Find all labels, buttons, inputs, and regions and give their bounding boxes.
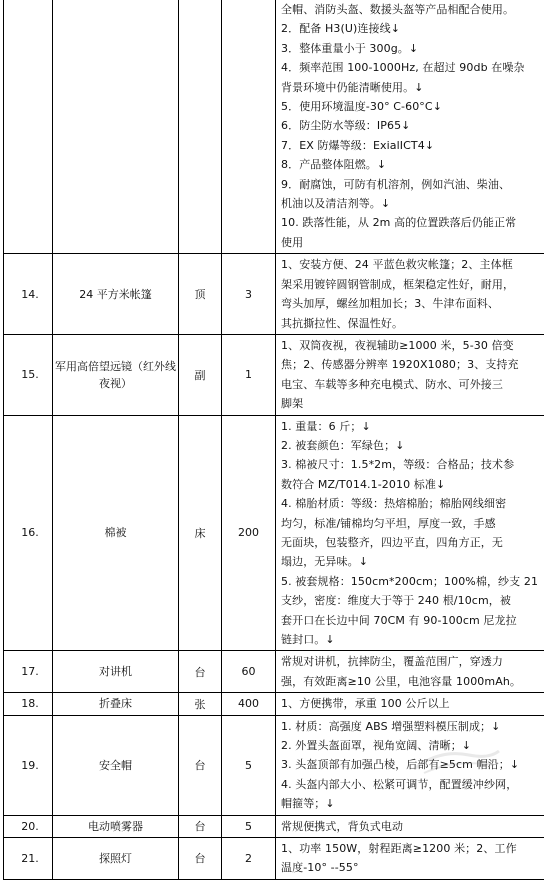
- spec-line: 3. 头盔顶部有加强凸棱，后部有≥5cm 帽沿；↓: [281, 755, 544, 774]
- spec-line: 温度-10° --55°: [281, 858, 544, 877]
- row-number: [4, 0, 53, 254]
- item-spec: [276, 0, 544, 254]
- item-name: 军用高倍望远镜（红外线夜视）: [53, 334, 179, 415]
- spec-line: 弯头加厚，螺丝加粗加长；3、牛津布面料、: [281, 294, 544, 313]
- item-unit: [179, 0, 222, 254]
- item-quantity: 3: [222, 254, 276, 335]
- spec-line: 帽箍等；↓: [281, 794, 544, 813]
- spec-line: 套开口在长边中间 70CM 有 90-100cm 尼龙拉: [281, 611, 544, 630]
- table-row: [4, 651, 544, 693]
- spec-line: 5．使用环境温度-30° C-60°C↓: [281, 97, 544, 116]
- item-spec: [276, 693, 544, 715]
- item-spec: [276, 651, 544, 693]
- spec-line: 1、功率 150W，射程距离≥1200 米；2、工作: [281, 839, 544, 858]
- item-spec: [276, 254, 544, 335]
- item-name: 探照灯: [53, 838, 179, 880]
- spec-line: 1、方便携带，承重 100 公斤以上: [281, 694, 544, 713]
- spec-line: 强，有效距离≥10 公里，电池容量 1000mAh。: [281, 672, 544, 691]
- item-unit: 台: [179, 651, 222, 693]
- item-quantity: 60: [222, 651, 276, 693]
- item-quantity: [222, 0, 276, 254]
- item-quantity: 2: [222, 838, 276, 880]
- spec-line: 4．频率范围 100-1000Hz, 在超过 90db 在噪杂: [281, 58, 544, 77]
- row-number: 20.: [4, 815, 53, 837]
- spec-line: 焦；2、传感器分辨率 1920X1080；3、支持充: [281, 355, 544, 374]
- spec-line: 10. 跌落性能，从 2m 高的位置跌落后仍能正常: [281, 213, 544, 232]
- item-spec: [276, 715, 544, 815]
- table-row: [4, 334, 544, 415]
- spec-line: 使用: [281, 233, 544, 252]
- row-number: 15.: [4, 334, 53, 415]
- item-quantity: 5: [222, 815, 276, 837]
- spec-line: 3. 棉被尺寸：1.5*2m，等级：合格品；技术参: [281, 455, 544, 474]
- spec-line: 电宝、车载等多种充电模式、防水、可外接三: [281, 375, 544, 394]
- spec-line: 常规对讲机，抗摔防尘，覆盖范围广，穿透力: [281, 652, 544, 671]
- spec-line: 支纱，密度：维度大于等于 240 根/10cm，被: [281, 591, 544, 610]
- row-number: 16.: [4, 415, 53, 651]
- spec-line: 均匀，标准/铺棉均匀平坦，厚度一致，手感: [281, 514, 544, 533]
- item-spec: [276, 815, 544, 837]
- spec-line: 3．整体重量小于 300g。↓: [281, 39, 544, 58]
- row-number: 17.: [4, 651, 53, 693]
- spec-line: 常规便携式，背负式电动: [281, 817, 544, 836]
- item-unit: 副: [179, 334, 222, 415]
- item-unit: 台: [179, 838, 222, 880]
- item-spec: [276, 415, 544, 651]
- item-name: 棉被: [53, 415, 179, 651]
- item-name: 24 平方米帐篷: [53, 254, 179, 335]
- spec-line: 其抗撕拉性、保温性好。: [281, 314, 544, 333]
- spec-line: 4. 头盔内部大小、松紧可调节，配置缓冲纱网，: [281, 775, 544, 794]
- row-number: 14.: [4, 254, 53, 335]
- spec-line: 架采用镀锌圆钢管制成，框架稳定性好，耐用，: [281, 275, 544, 294]
- table-row: [4, 0, 544, 254]
- spec-line: 8．产品整体阻燃。↓: [281, 155, 544, 174]
- item-quantity: 200: [222, 415, 276, 651]
- item-unit: 顶: [179, 254, 222, 335]
- row-number: 21.: [4, 838, 53, 880]
- spec-line: 数符合 MZ/T014.1-2010 标准↓: [281, 475, 544, 494]
- equipment-spec-table: [3, 0, 544, 880]
- spec-line: 2．配备 H3(U)连接线↓: [281, 19, 544, 38]
- spec-line: 2. 被套颜色：军绿色；↓: [281, 436, 544, 455]
- spec-line: 背景环境中仍能清晰使用。↓: [281, 78, 544, 97]
- spec-line: 1、双筒夜视，夜视辅助≥1000 米，5-30 倍变: [281, 336, 544, 355]
- table-row: [4, 254, 544, 335]
- spec-line: 6．防尘防水等级：IP65↓: [281, 116, 544, 135]
- spec-line: 4. 棉胎材质：等级：热熔棉胎；棉胎网线细密: [281, 494, 544, 513]
- spec-line: 机油以及清洁剂等。↓: [281, 194, 544, 213]
- spec-line: 1. 材质：高强度 ABS 增强塑料模压制成；↓: [281, 717, 544, 736]
- table-row: [4, 693, 544, 715]
- item-name: 电动喷雾器: [53, 815, 179, 837]
- item-unit: 台: [179, 715, 222, 815]
- item-name: 对讲机: [53, 651, 179, 693]
- table-row: [4, 715, 544, 815]
- item-name: 折叠床: [53, 693, 179, 715]
- item-quantity: 5: [222, 715, 276, 815]
- row-number: 19.: [4, 715, 53, 815]
- spec-line: 9．耐腐蚀，可防有机溶剂，例如汽油、柴油、: [281, 175, 544, 194]
- row-number: 18.: [4, 693, 53, 715]
- item-spec: [276, 838, 544, 880]
- table-row: [4, 838, 544, 880]
- spec-line: 无面块，包装整齐，四边平直，四角方正，无: [281, 533, 544, 552]
- item-name: 安全帽: [53, 715, 179, 815]
- spec-line: 塌边，无异味。↓: [281, 552, 544, 571]
- table-row: [4, 415, 544, 651]
- spec-line: 2. 外置头盔面罩，视角宽阔、清晰；↓: [281, 736, 544, 755]
- item-unit: 台: [179, 815, 222, 837]
- spec-line: 1. 重量：6 斤；↓: [281, 417, 544, 436]
- item-quantity: 400: [222, 693, 276, 715]
- spec-line: 全帽、消防头盔、数援头盔等产品相配合使用。: [281, 0, 544, 19]
- table-row: [4, 815, 544, 837]
- spec-line: 5. 被套规格：150cm*200cm；100%棉，纱支 21: [281, 572, 544, 591]
- item-name: [53, 0, 179, 254]
- spec-line: 脚架: [281, 394, 544, 413]
- spec-line: 链封口。↓: [281, 630, 544, 649]
- item-quantity: 1: [222, 334, 276, 415]
- spec-line: 1、安装方便、24 平蓝色救灾帐篷；2、主体框: [281, 255, 544, 274]
- item-unit: 张: [179, 693, 222, 715]
- spec-line: 7．EX 防爆等级：ExialICT4↓: [281, 136, 544, 155]
- item-unit: 床: [179, 415, 222, 651]
- item-spec: [276, 334, 544, 415]
